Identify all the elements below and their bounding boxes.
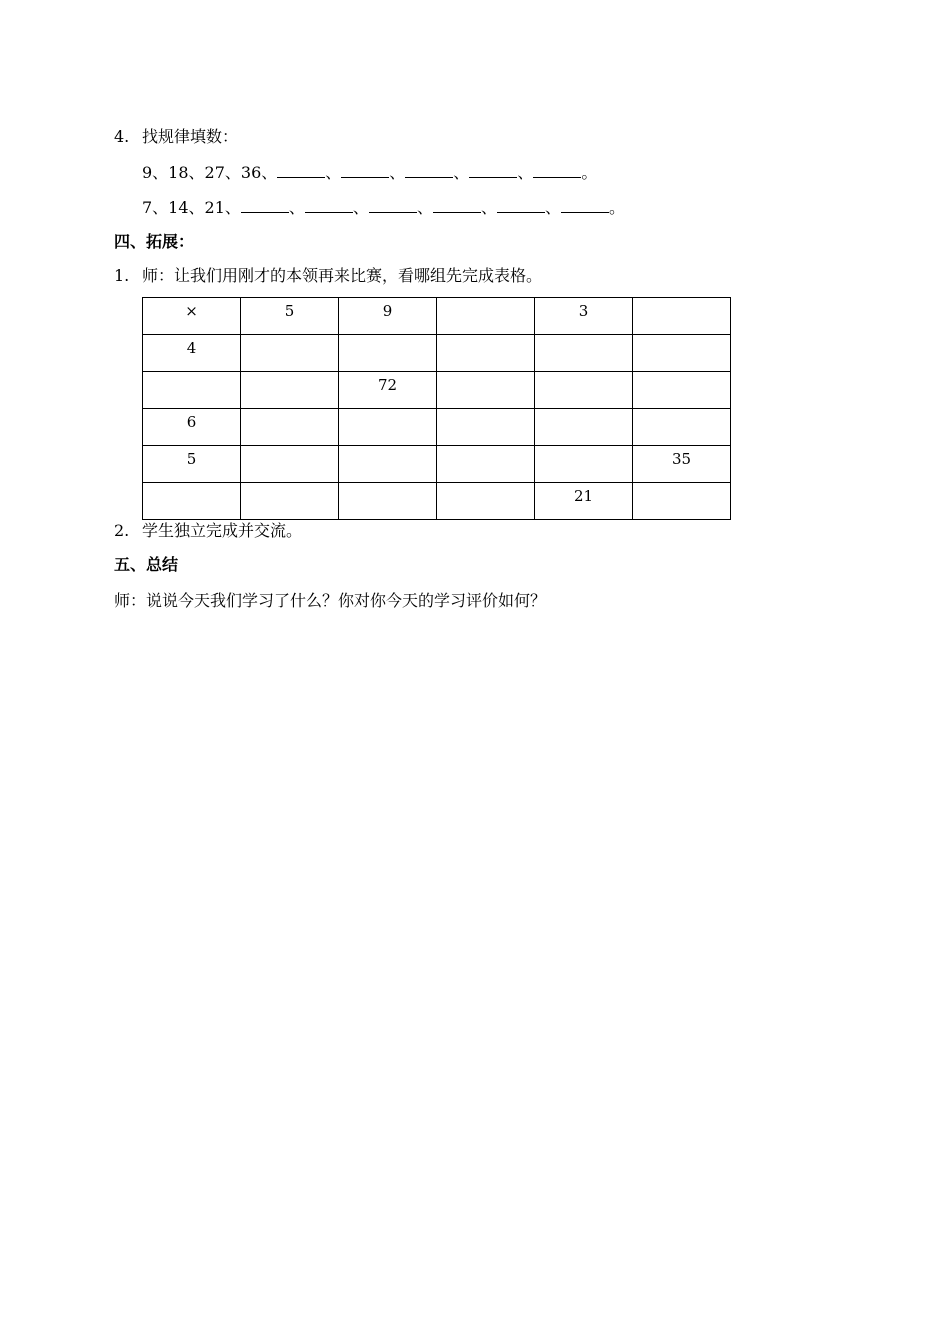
table-header-cell: 3 [535,298,633,335]
sequence-separator: 、 [480,198,497,217]
sequence-2-prefix: 7、14、21、 [142,198,241,217]
sequence-1-line [142,162,597,184]
multiplication-table [142,297,731,520]
table-cell: 72 [339,372,437,409]
sequence-1-prefix: 9、18、27、36、 [142,163,278,182]
table-cell[interactable] [241,372,339,409]
table-cell[interactable] [241,335,339,372]
sequence-2-blank-4[interactable] [433,198,481,213]
table-cell[interactable] [437,335,535,372]
sequence-2-blank-2[interactable] [305,198,353,213]
table-header-cell [633,298,731,335]
sequence-end-mark: 。 [581,163,598,182]
sequence-1-blank-2[interactable] [341,163,389,178]
table-cell[interactable] [633,483,731,520]
table-cell[interactable] [437,483,535,520]
table-header-cell: 4 [143,335,241,372]
sequence-1-blank-5[interactable] [533,163,581,178]
table-header-cell: 9 [339,298,437,335]
table-row [143,446,731,483]
table-cell[interactable] [535,335,633,372]
table-cell[interactable] [633,372,731,409]
table-cell[interactable] [437,372,535,409]
table-header-cell: × [143,298,241,335]
table-header-cell: 5 [241,298,339,335]
table-cell[interactable] [241,483,339,520]
sequence-2-blank-6[interactable] [561,198,609,213]
section-summary-heading: 五、总结 [114,555,179,574]
sequence-separator: 、 [389,163,406,182]
sequence-2-blank-3[interactable] [369,198,417,213]
table-cell[interactable] [633,409,731,446]
table-row [143,298,731,335]
sequence-separator: 、 [517,163,534,182]
table-cell[interactable] [339,335,437,372]
summary-text: 师：说说今天我们学习了什么？你对你今天的学习评价如何？ [114,591,547,610]
table-header-cell [437,298,535,335]
expand-item-1-line [114,265,542,287]
expand-item-1-number: 1. [114,266,130,285]
table-cell: 35 [633,446,731,483]
table-cell[interactable] [339,483,437,520]
table-row [143,335,731,372]
sequence-1-blank-3[interactable] [405,163,453,178]
table-cell[interactable] [535,409,633,446]
item-4-title: 找规律填数： [142,127,239,146]
sequence-separator: 、 [288,198,305,217]
item-4-title-line [114,126,238,148]
table-cell[interactable] [339,446,437,483]
table-header-cell [143,483,241,520]
table-cell[interactable] [437,446,535,483]
expand-item-2-text: 学生独立完成并交流。 [142,521,303,540]
table-cell[interactable] [437,409,535,446]
sequence-2-blank-5[interactable] [497,198,545,213]
expand-item-2-line [114,520,302,542]
expand-item-2-number: 2. [114,521,130,540]
table-cell: 21 [535,483,633,520]
sequence-separator: 、 [544,198,561,217]
table-cell[interactable] [241,446,339,483]
table-cell[interactable] [339,409,437,446]
sequence-end-mark: 。 [608,198,625,217]
expand-item-1-text: 师：让我们用刚才的本领再来比赛，看哪组先完成表格。 [142,266,543,285]
sequence-separator: 、 [352,198,369,217]
table-cell[interactable] [535,372,633,409]
item-4-number: 4. [114,127,130,146]
table-row [143,409,731,446]
table-header-cell: 6 [143,409,241,446]
table-cell[interactable] [241,409,339,446]
table-header-cell: 5 [143,446,241,483]
sequence-2-line [142,197,625,219]
sequence-1-blank-4[interactable] [469,163,517,178]
sequence-1-blank-1[interactable] [277,163,325,178]
sequence-2-blank-1[interactable] [241,198,289,213]
sequence-separator: 、 [453,163,470,182]
sequence-separator: 、 [325,163,342,182]
sequence-separator: 、 [416,198,433,217]
table-row [143,372,731,409]
table-row [143,483,731,520]
section-expand-heading: 四、拓展： [114,232,195,251]
table-cell[interactable] [633,335,731,372]
table-header-cell [143,372,241,409]
table-cell[interactable] [535,446,633,483]
